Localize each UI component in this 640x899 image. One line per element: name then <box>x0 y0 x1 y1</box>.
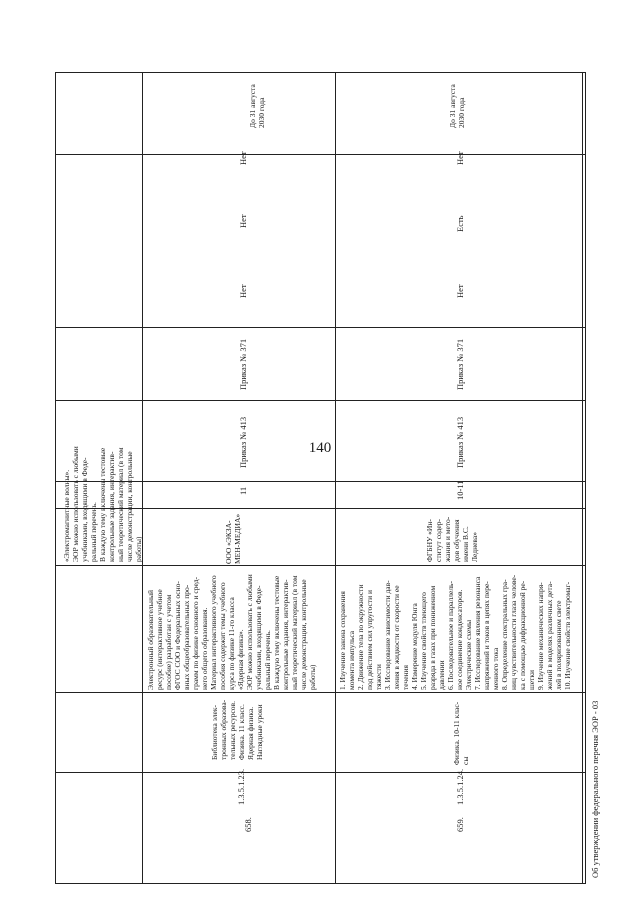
row-659-criterion-3: Нет <box>455 151 465 165</box>
footer-caption: Об утверждении федерального перечня ЭОР - 03 <box>590 700 600 878</box>
row-659-criterion-2: Есть <box>455 215 465 232</box>
row-divider <box>55 565 586 566</box>
row-658-criterion-3: Нет <box>238 151 248 165</box>
row-659-grade: 10-11 <box>455 480 465 500</box>
row-658-code: 1.3.5.1.23. <box>236 768 246 805</box>
row-658-number: 658. <box>243 817 253 832</box>
row-659-name: Физика. 10-11 клас- сы <box>452 701 470 765</box>
row-658-order-413: Приказ № 413 <box>238 416 248 468</box>
row-658-name: Библиотека элек- тронных образова- тельных ресурсов. Физика. 11 класс. Ядерная физика. Наглядные уроки <box>210 699 264 760</box>
page-number: 140 <box>308 440 332 456</box>
column-divider <box>582 72 583 884</box>
row-659-deadline: До 31 августа 2030 года <box>448 84 466 128</box>
row-659-code: 1.3.5.1.24. <box>455 768 465 805</box>
row-659-criterion-1: Нет <box>455 284 465 298</box>
row-divider <box>55 692 586 693</box>
row-divider <box>55 400 586 401</box>
row-659-order-413: Приказ № 413 <box>455 416 465 468</box>
row-658-criterion-1: Нет <box>238 284 248 298</box>
row-659-order-371: Приказ № 371 <box>455 338 465 390</box>
row-658-grade: 11 <box>238 486 248 495</box>
row-658-publisher: ООО «ЭКЗА- МЕН-МЕДИА» <box>224 513 242 564</box>
column-divider <box>335 72 336 884</box>
row-658-deadline: До 31 августа 2030 года <box>248 84 266 128</box>
row-658-criterion-2: Нет <box>238 214 248 228</box>
row-659-publisher: ФГБНУ «Ин- ститут содер- жания и мето- дов обучения имени В.С. Леднева» <box>425 516 479 562</box>
row-divider <box>55 154 586 155</box>
row-divider <box>55 327 586 328</box>
row-divider <box>55 772 586 773</box>
row-658-order-371: Приказ № 371 <box>238 338 248 390</box>
top-fragment-description: «Электромагнитные волны». ЭОР можно использовать с любыми учебниками, входящими в Феде- ральный перечень. В каждую тему включены тестовые контрольные задания, интерактив- ный теоретический материал (в том числе демонстрации, контрольные работы) <box>62 446 143 562</box>
row-658-description: Электронный образовательный ресурс (интерактивное учебное пособие) разработан с учетом ФГОС СОО и Федеральных осно- вных общеобразовательных про- грамм по физике основного и сред- него общего образования. Материал интерактивного учебного пособия содержит темы учебного курса по физике 11-го класса «Ядерная физика». ЭОР можно использовать с любыми учебниками, входящими в Феде- ральный перечень. В каждую тему включены тестовые контрольные задания, интерактив- ный теоретический материал (в том числе демонстрации, контрольные работы) <box>146 574 317 690</box>
row-659-number: 659. <box>455 817 465 832</box>
row-659-description: 1. Изучение закона сохранения момента импульса 2. Движение тела по окружности под действием сил упругости и тяжести 3. Исследование зависимости дав- ления в жидкости от скорости ее течения 4. Измерение модуля Юнга 5. Изучение свойств тлеющего разряда в газах при пониженном давлении 6. Последовательное и параллель- ное соединение конденсаторов. Электрические схемы 7. Исследование явления резонанса напряжений и токов в цепях пере- менного тока 8. Определение спектральных гра- ниц чувствительности глаза челове- ка с помощью дифракционной ре- шетки 9. Изучение механических напря- жений в моделях различных дета- лей в поляризованном свете 10. Изучение свойств электромаг- <box>338 574 572 690</box>
